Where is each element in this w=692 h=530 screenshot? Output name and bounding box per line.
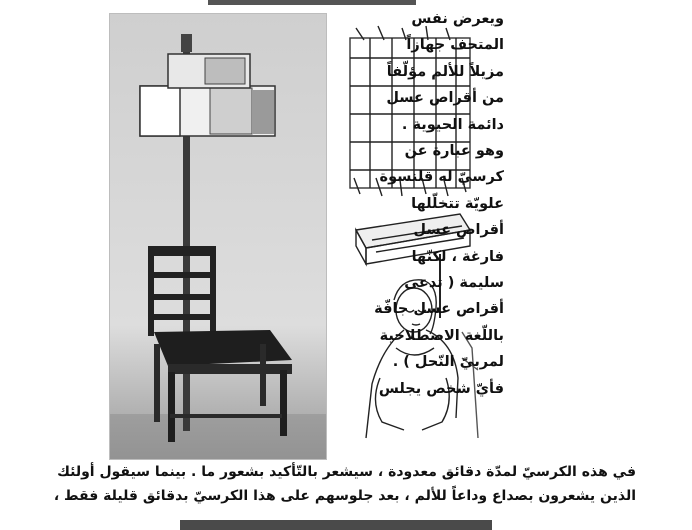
article-column-text — [312, 6, 504, 402]
text-line: فارغة ، لكنّها — [411, 248, 504, 265]
chair-photo-drawing — [110, 14, 326, 459]
text-line: لمربيّ النّحل ) . — [392, 354, 504, 371]
text-line: سليمة ( تدعى — [404, 275, 504, 292]
text-line: كرسيّ له قلنسوة — [379, 169, 504, 186]
text-line: الذين يشعرون بصداع وداعاً للألم ، بعد جلوسهم على هذا الكرسيّ بدقائق قليلة فقط ، — [53, 488, 636, 504]
text-line: علويّة تتخلّلها — [411, 195, 504, 212]
text-line: المتحف جهازاً — [406, 37, 504, 54]
bottom-scan-bar — [180, 520, 492, 530]
article-full-width-text — [53, 460, 636, 508]
text-line: أقراص عسل جافّة — [374, 301, 504, 318]
text-line: باللّغة الاصطلاحية — [379, 327, 504, 344]
text-line: أقراص عسل — [413, 222, 504, 239]
top-scan-bar — [208, 0, 416, 5]
text-line: وهو عبارة عن — [404, 143, 504, 160]
text-line: فأيّ شخص يجلس — [378, 380, 504, 397]
text-line: في هذه الكرسيّ لمدّة دقائق معدودة ، سيشعر بالتّأكيد بشعور ما . بينما سيقول أولئك — [57, 464, 636, 480]
text-line: من أقراص عسل — [386, 90, 504, 107]
text-line: مزيلاً للألم مؤلّفاً — [386, 63, 504, 80]
chair-photograph — [109, 13, 327, 460]
text-line: ويعرض نفس — [411, 11, 504, 27]
text-line: دائمة الحيوية . — [401, 116, 504, 133]
